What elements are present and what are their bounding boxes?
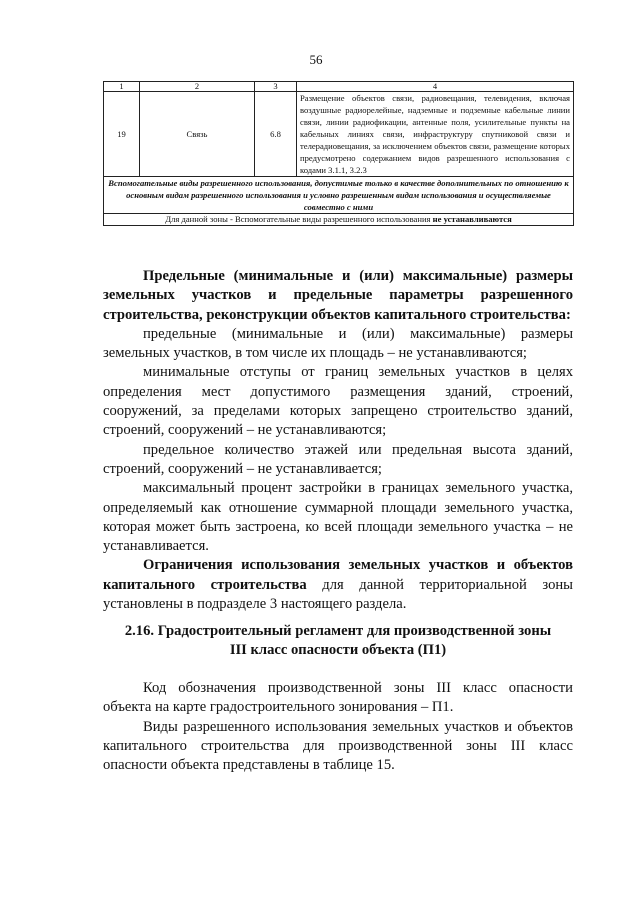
row-description-cell: Размещение объектов связи, радиовещания, телевидения, включая воздушные радиорелейные, надземные и подземные кабельные линии связи, линии радиофикации, антенные поля, усилительные пункты на кабельных линиях связи, инфраструктуру спутниковой связи и телерадиовещания, за исключением объектов связи, размещение которых предусмотрено содержанием видов разрешенного использования с кодами 3.1.1, 3.2.3 xyxy=(297,92,574,177)
paragraph-floors: предельное количество этажей или предельная высота зданий, строений, сооружений – не устанавливается; xyxy=(103,441,573,477)
restrictions-rest: для данной территориальной зоны установлены в подразделе 3 настоящего раздела. xyxy=(103,576,573,613)
subsection-heading: Вспомогательные виды разрешенного использования, допустимые только в качестве дополнительных по отношению к основным видам разрешенного использования и условно разрешенным видам использования и осуществляемые совместно с ними xyxy=(104,177,574,214)
table-row xyxy=(104,92,574,177)
paragraph-coverage: максимальный процент застройки в границах земельного участка, определяемый как отношение суммарной площади земельного участка, которая может быть застроена, ко всей площади земельного участка – не устанавливается. xyxy=(103,480,573,555)
zone-intro-block xyxy=(103,679,573,775)
header-col-2: 2 xyxy=(140,82,255,92)
subsection-note-text: Для данной зоны - Вспомогательные виды разрешенного использования xyxy=(165,214,433,224)
paragraph-plot-size: предельные (минимальные и (или) максимальные) размеры земельных участков, в том числе их площадь – не устанавливаются; xyxy=(103,325,573,362)
page-number: 56 xyxy=(309,52,323,67)
subsection-note-row xyxy=(104,214,574,226)
limits-heading: Предельные (минимальные и (или) максимальные) размеры земельных участков и предельные параметры разрешенного строительства, реконструкции объектов капитального строительства: xyxy=(103,268,573,323)
limits-block xyxy=(103,267,573,614)
header-col-1: 1 xyxy=(104,82,140,92)
paragraph-zone-code: Код обозначения производственной зоны III класс опасности объекта на карте градостроительного зонирования – П1. xyxy=(103,680,573,716)
paragraph-restrictions xyxy=(103,556,573,614)
table-header-row xyxy=(104,82,574,92)
row-code-cell: 6.8 xyxy=(255,92,297,177)
subsection-note xyxy=(104,214,574,226)
paragraph-table-reference: Виды разрешенного использования земельных участков и объектов капитального строительства для производственной зоны III класс опасности объекта представлены в таблице 15. xyxy=(103,718,573,774)
section-title xyxy=(103,622,573,661)
row-number-cell: 19 xyxy=(104,92,140,177)
section-title-line-2: III класс опасности объекта (П1) xyxy=(229,642,447,659)
subsection-heading-row xyxy=(104,177,574,214)
header-col-4: 4 xyxy=(297,82,574,92)
row-name-cell: Связь xyxy=(140,92,255,177)
permitted-use-table xyxy=(103,81,574,226)
restrictions-bold: Ограничения использования земельных участков и объектов капитального строительства xyxy=(103,557,573,593)
paragraph-setbacks: минимальные отступы от границ земельных участков в целях определения мест допустимого размещения зданий, строений, сооружений, за пределами которых запрещено строительство зданий, строений, сооружений – не устанавливаются; xyxy=(103,364,573,439)
section-title-line-1: 2.16. Градостроительный регламент для производственной зоны xyxy=(124,623,552,639)
header-col-3: 3 xyxy=(255,82,297,92)
subsection-note-bold: не устанавливаются xyxy=(432,214,512,224)
